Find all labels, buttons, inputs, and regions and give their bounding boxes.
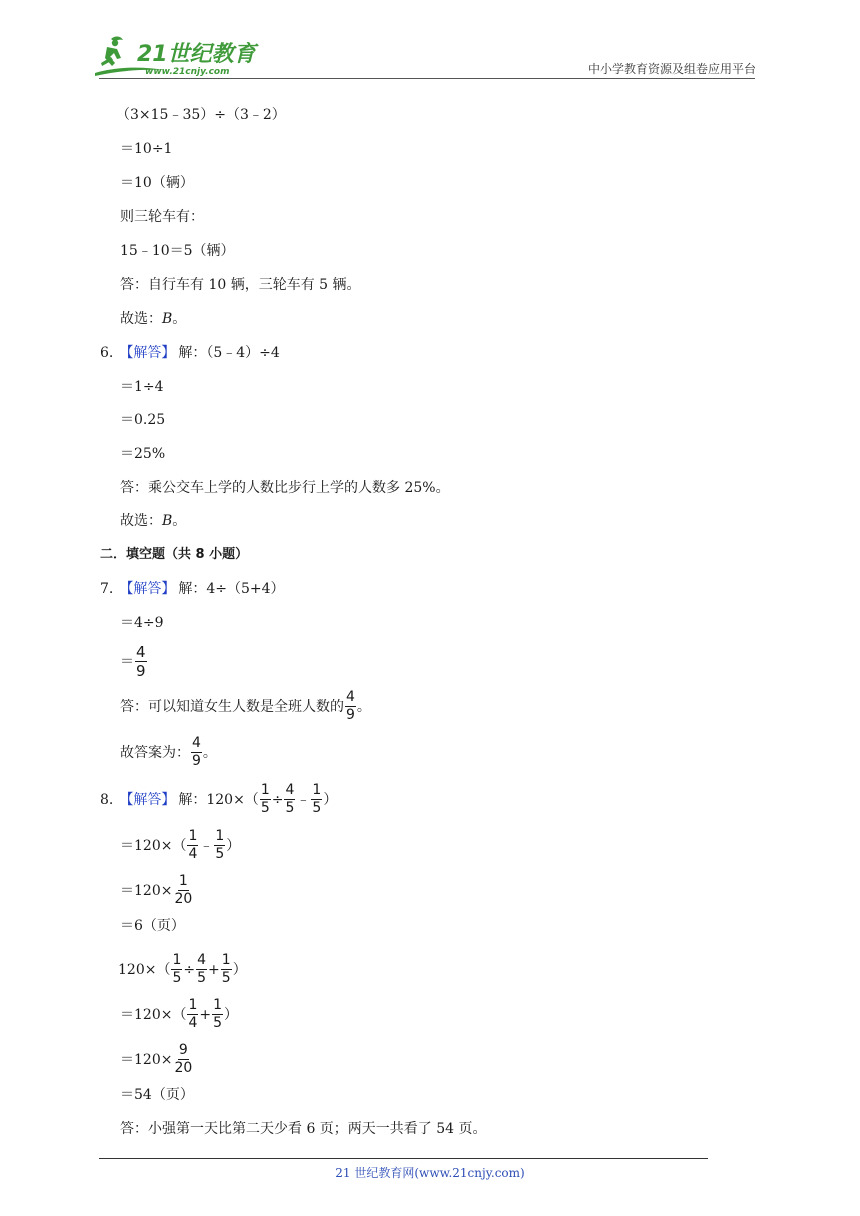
plus-sign: + (208, 961, 220, 978)
q5-line-3: ＝10（辆） (120, 175, 194, 191)
page-header (0, 0, 860, 80)
question-number: 8. (100, 791, 114, 808)
q8-line-5 (118, 953, 247, 986)
fraction-4-9 (191, 736, 202, 769)
numerator: 1 (215, 828, 225, 844)
q8-line-8: ＝54（页） (120, 1087, 194, 1103)
numerator: 4 (136, 643, 146, 661)
footer-link[interactable]: 21 世纪教育网(www.21cnjy.com) (335, 1166, 525, 1180)
footer-divider (99, 1158, 708, 1159)
q6-line-3: ＝0.25 (120, 412, 166, 428)
header-divider (99, 78, 755, 79)
q8-line-2 (120, 829, 240, 862)
q7-expression: 解：4÷（5+4） (178, 581, 285, 597)
denominator: 5 (172, 970, 182, 986)
q8-head (100, 783, 337, 816)
fraction-1-5 (221, 953, 232, 986)
q7-line-3 (120, 644, 148, 679)
denominator: 9 (192, 753, 201, 769)
question-number: 6. (100, 345, 114, 361)
minus-sign: ﹣ (296, 791, 311, 808)
answer-text: 答：可以知道女生人数是全班人数的 (120, 698, 344, 715)
fraction-1-5 (171, 953, 182, 986)
denominator: 5 (197, 970, 207, 986)
expression-start: ＝120× (120, 882, 173, 899)
q6-head (100, 343, 280, 363)
fraction-1-4 (187, 829, 198, 862)
fraction-4-9 (135, 644, 147, 679)
denominator: 9 (346, 707, 355, 723)
denominator: 5 (285, 800, 295, 816)
numerator: 1 (172, 952, 182, 968)
q8-answer: 答：小强第一天比第二天少看 6 页；两天一共看了 54 页。 (120, 1121, 487, 1137)
denominator: 5 (221, 970, 231, 986)
q5-line-4: 则三轮车有： (120, 209, 204, 225)
q5-line-5: 15﹣10＝5（辆） (120, 243, 235, 259)
q8-line-4: ＝6（页） (120, 918, 185, 934)
minus-sign: ﹣ (199, 837, 214, 854)
answer-tag: 【解答】 (119, 791, 176, 808)
denominator: 9 (136, 662, 146, 680)
period: 。 (172, 311, 187, 327)
numerator: 1 (312, 782, 322, 798)
numerator: 4 (192, 735, 201, 751)
fraction-4-5 (284, 783, 295, 816)
choice-letter: B (162, 513, 173, 529)
q8-expression-start: 解：120×（ (178, 791, 259, 808)
fraction-1-4 (187, 998, 198, 1031)
period: 。 (356, 698, 371, 715)
fraction-1-5 (311, 783, 322, 816)
divide-sign: ÷ (183, 961, 196, 978)
q7-final (120, 736, 217, 769)
q5-line-2: ＝10÷1 (120, 141, 173, 157)
choice-prefix: 故选： (120, 513, 162, 529)
fraction-1-5 (260, 783, 271, 816)
q7-head (100, 579, 285, 599)
q6-answer: 答：乘公交车上学的人数比步行上学的人数多 25%。 (120, 480, 450, 496)
answer-tag: 【解答】 (119, 345, 176, 361)
denominator: 5 (260, 800, 270, 816)
denominator: 20 (174, 891, 193, 907)
site-logo (93, 33, 263, 79)
expression-start: ＝120×（ (120, 1006, 187, 1023)
expression-start: ＝120× (120, 1051, 173, 1068)
close-paren: ） (226, 837, 241, 854)
section-title: 二．填空题（共 8 小题） (100, 547, 249, 562)
q8-line-7 (120, 1043, 194, 1076)
choice-letter: B (162, 311, 173, 327)
expression-start: 120×（ (118, 961, 171, 978)
expression-start: ＝120×（ (120, 837, 187, 854)
denominator: 5 (213, 1015, 223, 1031)
q5-answer: 答：自行车有 10 辆，三轮车有 5 辆。 (120, 277, 361, 293)
question-number: 7. (100, 581, 114, 597)
period: 。 (202, 744, 217, 761)
numerator: 4 (346, 689, 355, 705)
q6-choice (120, 511, 186, 531)
svg-text:www.21cnjy.com: www.21cnjy.com (145, 67, 230, 77)
choice-prefix: 故选： (120, 311, 162, 327)
q5-line-1: （3×15﹣35）÷（3﹣2） (116, 107, 286, 123)
numerator: 1 (178, 873, 188, 889)
numerator: 1 (221, 952, 231, 968)
q6-line-4: ＝25% (120, 446, 166, 462)
fraction-4-5 (196, 953, 207, 986)
fraction-1-5 (214, 829, 225, 862)
close-paren: ） (224, 1006, 239, 1023)
numerator: 1 (188, 997, 198, 1013)
q5-choice (120, 309, 186, 329)
numerator: 9 (178, 1042, 188, 1058)
close-paren: ） (323, 791, 338, 808)
denominator: 4 (188, 1015, 198, 1031)
q8-line-6 (120, 998, 238, 1031)
q6-line-2: ＝1÷4 (120, 379, 164, 395)
q7-line-2: ＝4÷9 (120, 615, 164, 631)
fraction-9-20 (173, 1043, 193, 1076)
svg-text:21世纪教育: 21世纪教育 (137, 42, 256, 67)
numerator: 1 (260, 782, 270, 798)
numerator: 1 (213, 997, 223, 1013)
numerator: 4 (285, 782, 295, 798)
q8-line-3 (120, 874, 194, 907)
fraction-4-9 (345, 690, 356, 723)
period: 。 (172, 513, 187, 529)
q6-expression: 解：（5﹣4）÷4 (178, 345, 280, 361)
q7-answer (120, 690, 371, 723)
plus-sign: + (199, 1006, 212, 1023)
platform-name: 中小学教育资源及组卷应用平台 (587, 62, 756, 76)
denominator: 5 (312, 800, 322, 816)
fraction-1-5 (212, 998, 223, 1031)
numerator: 1 (188, 828, 198, 844)
equals-sign: ＝ (120, 653, 134, 670)
answer-text: 故答案为： (120, 744, 190, 761)
denominator: 4 (188, 846, 198, 862)
denominator: 20 (174, 1060, 193, 1076)
fraction-1-20 (173, 874, 193, 907)
answer-tag: 【解答】 (119, 581, 176, 597)
divide-sign: ÷ (271, 791, 284, 808)
numerator: 4 (197, 952, 207, 968)
close-paren: ） (232, 961, 247, 978)
denominator: 5 (215, 846, 225, 862)
